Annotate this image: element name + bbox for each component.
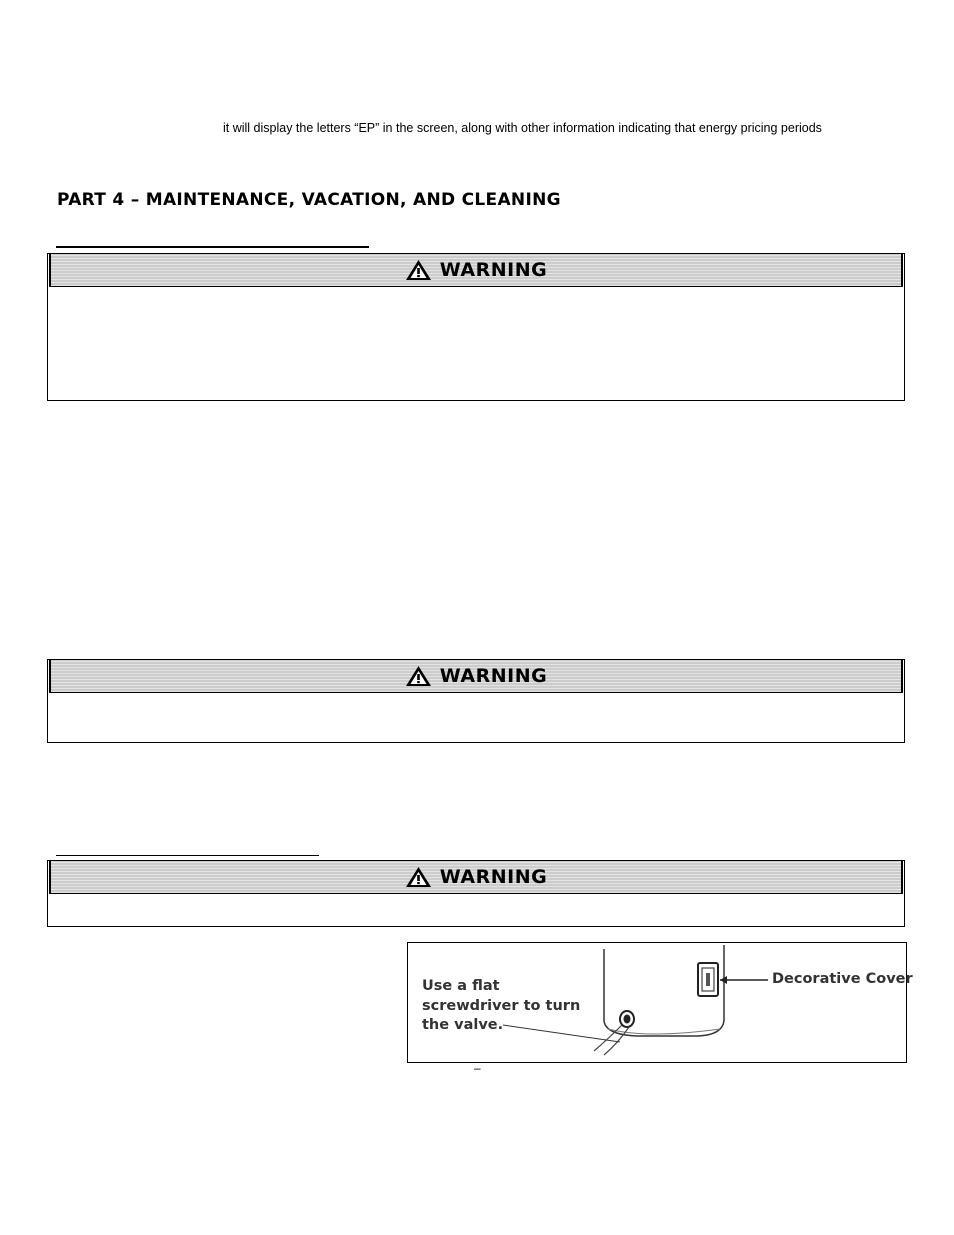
subheading-rule: [56, 855, 319, 856]
warning-title: WARNING: [439, 259, 548, 281]
warning-triangle-icon: [405, 866, 432, 888]
valve-label-line: Use a flat: [422, 978, 500, 994]
warning-title: WARNING: [439, 665, 548, 687]
part-heading: PART 4 – MAINTENANCE, VACATION, AND CLEANING: [57, 190, 561, 210]
valve-label: [422, 977, 580, 1036]
warning-triangle-icon: [405, 665, 432, 687]
warning-box: [47, 253, 905, 401]
warning-box: [47, 860, 905, 927]
warning-title: WARNING: [439, 866, 548, 888]
warning-header: [49, 861, 903, 894]
warning-box: [47, 659, 905, 743]
warning-header: [49, 660, 903, 693]
decorative-cover-label: Decorative Cover: [772, 971, 913, 987]
warning-header: [49, 254, 903, 287]
subheading-rule: [56, 246, 369, 248]
warning-triangle-icon: [405, 259, 432, 281]
valve-label-line: screwdriver to turn: [422, 997, 581, 1014]
figure-caption-mark: –: [474, 1061, 481, 1075]
valve-label-line: the valve.: [422, 1017, 504, 1033]
drain-valve-figure: [407, 942, 913, 1063]
intro-text: it will display the letters “EP” in the screen, along with other information indicating that energy pricing periods: [223, 121, 822, 135]
